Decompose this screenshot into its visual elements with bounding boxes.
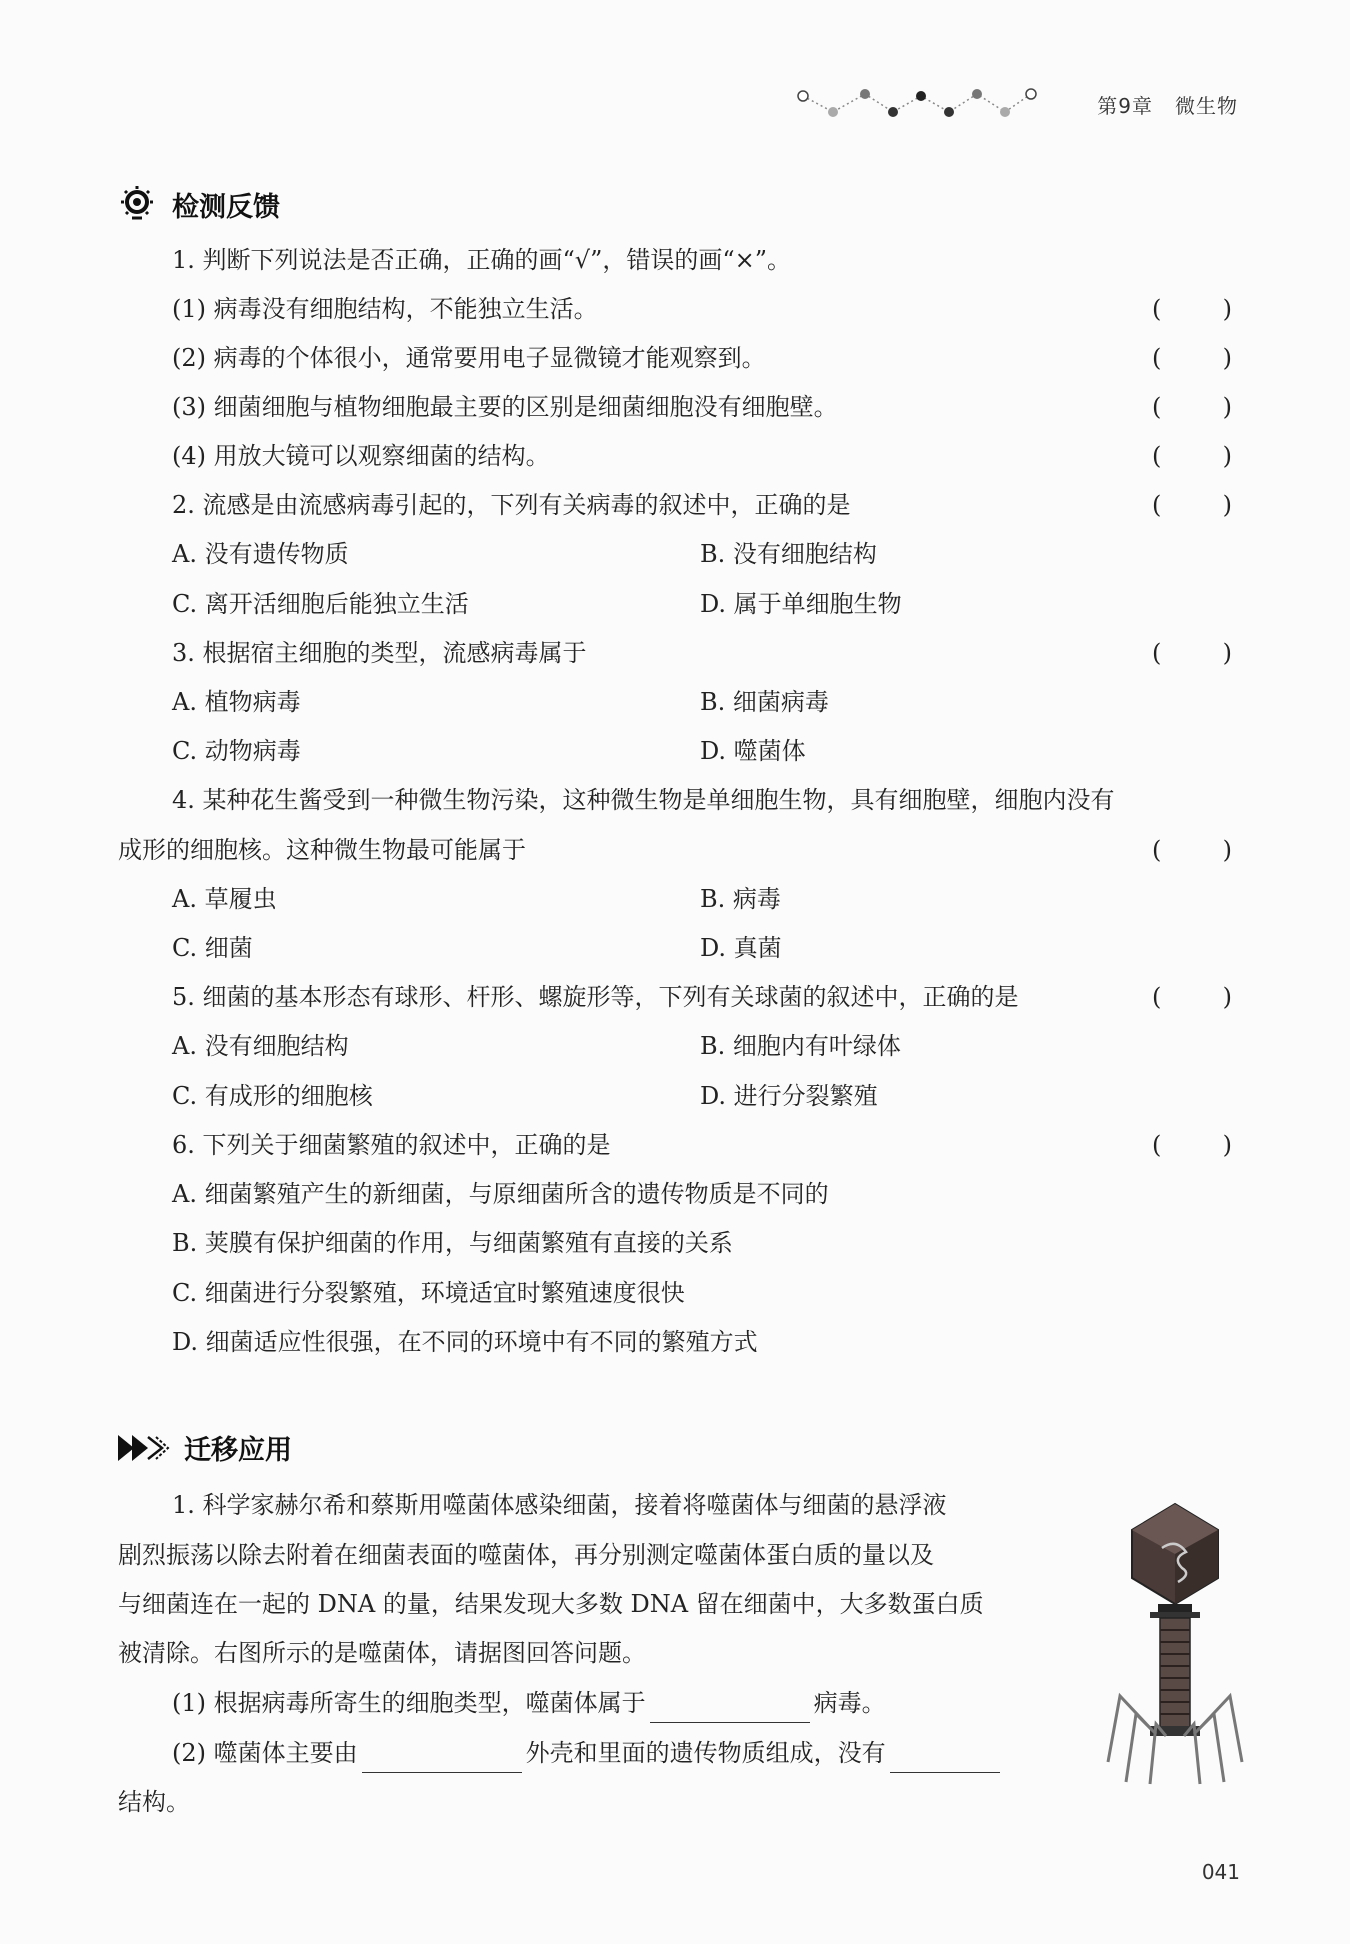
question-text: 6. 下列关于细菌繁殖的叙述中，正确的是 <box>172 1131 611 1159</box>
option-d: D. 噬菌体 <box>700 737 806 765</box>
question-2-options-row-1 <box>0 534 1350 574</box>
fast-forward-arrows-icon <box>116 1431 170 1465</box>
answer-parentheses: ( ) <box>1152 393 1232 421</box>
chapter-title: 微生物 <box>1175 93 1238 118</box>
question-text: 5. 细菌的基本形态有球形、杆形、螺旋形等，下列有关球菌的叙述中，正确的是 <box>172 983 1019 1011</box>
option-c: C. 细菌 <box>172 934 253 962</box>
paragraph-text: 剧烈振荡以除去附着在细菌表面的噬菌体，再分别测定噬菌体蛋白质的量以及 <box>118 1541 934 1569</box>
question-1-item-1 <box>0 289 1350 329</box>
fill-in-blank[interactable] <box>890 1744 1000 1773</box>
paragraph-text: 被清除。右图所示的是噬菌体，请据图回答问题。 <box>118 1639 646 1667</box>
paragraph-text: 与细菌连在一起的 DNA 的量，结果发现大多数 DNA 留在细菌中，大多数蛋白质 <box>118 1590 984 1618</box>
question-4-options-row-2 <box>0 928 1350 968</box>
question-text: 4. 某种花生酱受到一种微生物污染，这种微生物是单细胞生物，具有细胞壁，细胞内没有 <box>172 786 1115 814</box>
question-5-options-row-2 <box>0 1076 1350 1116</box>
answer-parentheses: ( ) <box>1152 442 1232 470</box>
question-4-stem-line-2 <box>0 830 1350 870</box>
answer-parentheses: ( ) <box>1152 295 1232 323</box>
item-text: (2) 病毒的个体很小，通常要用电子显微镜才能观察到。 <box>172 344 766 372</box>
chapter-header <box>793 86 1238 122</box>
question-6-option-b <box>0 1223 1350 1263</box>
subquestion-text: (1) 根据病毒所寄生的细胞类型，噬菌体属于 病毒。 <box>172 1683 886 1723</box>
answer-parentheses: ( ) <box>1152 491 1232 519</box>
question-3-stem <box>0 633 1350 673</box>
answer-parentheses: ( ) <box>1152 983 1232 1011</box>
subquestion-text: (2) 噬菌体主要由 外壳和里面的遗传物质组成，没有 <box>172 1733 1004 1773</box>
question-4-options-row-1 <box>0 879 1350 919</box>
answer-parentheses: ( ) <box>1152 1131 1232 1159</box>
answer-parentheses: ( ) <box>1152 344 1232 372</box>
option-a: A. 草履虫 <box>172 885 277 913</box>
question-1-stem <box>0 240 1350 280</box>
section-title-transfer-application <box>116 1428 292 1467</box>
option-b: B. 细菌病毒 <box>700 688 829 716</box>
question-6-option-d <box>0 1322 1350 1362</box>
section-title-text: 迁移应用 <box>184 1435 292 1466</box>
page-number: 041 <box>1201 1860 1240 1884</box>
question-1-item-2 <box>0 338 1350 378</box>
chapter-number: 第9章 <box>1097 93 1153 118</box>
fill-in-blank[interactable] <box>362 1744 522 1773</box>
option-b: B. 病毒 <box>700 885 781 913</box>
option-c: C. 细菌进行分裂繁殖，环境适宜时繁殖速度很快 <box>172 1279 685 1307</box>
question-text: 成形的细胞核。这种微生物最可能属于 <box>118 836 526 864</box>
question-1-item-3 <box>0 387 1350 427</box>
section-title-text: 检测反馈 <box>172 191 280 223</box>
option-a: A. 没有遗传物质 <box>172 540 349 568</box>
option-a: A. 植物病毒 <box>172 688 301 716</box>
question-6-option-c <box>0 1273 1350 1313</box>
option-b: B. 荚膜有保护细菌的作用，与细菌繁殖有直接的关系 <box>172 1229 733 1257</box>
option-b: B. 细胞内有叶绿体 <box>700 1032 901 1060</box>
item-text: (4) 用放大镜可以观察细菌的结构。 <box>172 442 550 470</box>
question-text: 1. 判断下列说法是否正确，正确的画“√”，错误的画“×”。 <box>172 246 792 274</box>
bacteriophage-illustration <box>1100 1500 1250 1790</box>
paragraph-text: 1. 科学家赫尔希和蔡斯用噬菌体感染细菌，接着将噬菌体与细菌的悬浮液 <box>172 1491 947 1519</box>
option-d: D. 属于单细胞生物 <box>700 590 902 618</box>
question-6-option-a <box>0 1174 1350 1214</box>
option-a: A. 细菌繁殖产生的新细菌，与原细菌所含的遗传物质是不同的 <box>172 1180 829 1208</box>
item-text: (3) 细菌细胞与植物细胞最主要的区别是细菌细胞没有细胞壁。 <box>172 393 838 421</box>
question-text: 2. 流感是由流感病毒引起的，下列有关病毒的叙述中，正确的是 <box>172 491 851 519</box>
question-5-options-row-1 <box>0 1026 1350 1066</box>
fill-in-blank[interactable] <box>650 1694 810 1723</box>
answer-parentheses: ( ) <box>1152 836 1232 864</box>
item-text: (1) 病毒没有细胞结构，不能独立生活。 <box>172 295 598 323</box>
option-b: B. 没有细胞结构 <box>700 540 877 568</box>
option-d: D. 进行分裂繁殖 <box>700 1082 878 1110</box>
option-c: C. 动物病毒 <box>172 737 301 765</box>
question-6-stem <box>0 1125 1350 1165</box>
option-c: C. 有成形的细胞核 <box>172 1082 373 1110</box>
section-title-check-feedback <box>116 184 280 224</box>
lightbulb-icon <box>116 184 158 224</box>
subquestion-text: 结构。 <box>118 1788 190 1816</box>
question-4-stem-line-1 <box>0 780 1350 820</box>
option-c: C. 离开活细胞后能独立生活 <box>172 590 469 618</box>
question-5-stem <box>0 977 1350 1017</box>
question-2-options-row-2 <box>0 584 1350 624</box>
question-2-stem <box>0 485 1350 525</box>
decorative-beads-icon <box>793 86 1083 122</box>
option-a: A. 没有细胞结构 <box>172 1032 349 1060</box>
question-3-options-row-2 <box>0 731 1350 771</box>
question-3-options-row-1 <box>0 682 1350 722</box>
answer-parentheses: ( ) <box>1152 639 1232 667</box>
question-1-item-4 <box>0 436 1350 476</box>
option-d: D. 真菌 <box>700 934 782 962</box>
question-text: 3. 根据宿主细胞的类型，流感病毒属于 <box>172 639 587 667</box>
option-d: D. 细菌适应性很强，在不同的环境中有不同的繁殖方式 <box>172 1328 758 1356</box>
